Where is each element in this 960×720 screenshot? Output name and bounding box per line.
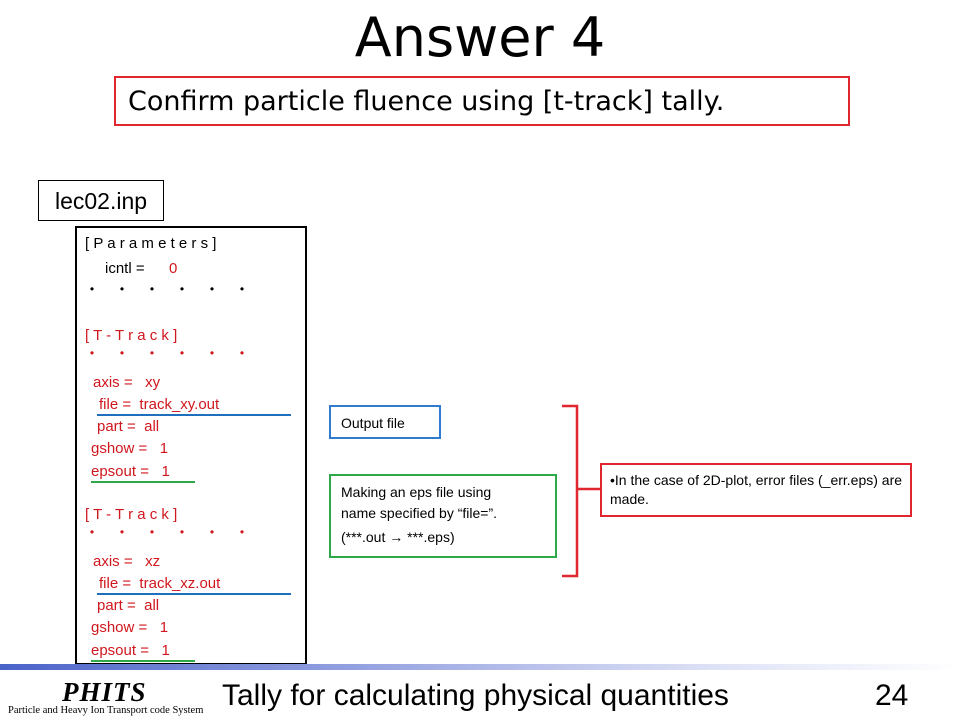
- track2-file-underline: [97, 593, 291, 595]
- track2-file: file = track_xz.out: [99, 575, 221, 592]
- track2-epsout: epsout = 1: [91, 642, 170, 659]
- parameters-header: [ P a r a m e t e r s ]: [85, 235, 217, 252]
- note-text: •In the case of 2D-plot, error files (_err.eps) are made.: [610, 472, 903, 507]
- track1-axis: axis = xy: [93, 374, 161, 391]
- track1-epsout-underline: [91, 481, 195, 483]
- page-number: 24: [875, 679, 909, 712]
- code-box: [75, 226, 307, 665]
- output-file-box: [329, 405, 441, 439]
- track1-part: part = all: [97, 418, 160, 435]
- subtitle: Confirm particle fluence using [t-track] tally.: [128, 86, 725, 117]
- note-box: [600, 463, 912, 517]
- footer-title: Tally for calculating physical quantities: [222, 679, 729, 712]
- track1-header: [ T - T r a c k ]: [85, 327, 178, 344]
- phits-logo: PHITS: [62, 677, 147, 707]
- track1-file: file = track_xy.out: [99, 396, 220, 413]
- dots-2: ・・・・・・: [83, 344, 263, 364]
- dots-3: ・・・・・・: [83, 523, 263, 543]
- eps-line-1: Making an eps file using: [341, 484, 492, 500]
- track1-epsout: epsout = 1: [91, 463, 170, 480]
- footer-divider: [0, 664, 960, 670]
- track2-axis: axis = xz: [93, 553, 161, 570]
- right-bracket-icon: [556, 400, 602, 582]
- phits-logo-subtitle: Particle and Heavy Ion Transport code System: [8, 705, 204, 716]
- eps-line-3: (***.out → ***.eps): [341, 529, 455, 545]
- icntl-key: icntl =: [105, 260, 145, 277]
- track1-gshow: gshow = 1: [91, 440, 169, 457]
- eps-line-2: name specified by “file=”.: [341, 505, 498, 521]
- file-label: lec02.inp: [54, 188, 148, 214]
- track2-part: part = all: [97, 597, 160, 614]
- icntl-value: 0: [169, 260, 178, 277]
- dots-1: ・・・・・・: [83, 280, 263, 300]
- track2-gshow: gshow = 1: [91, 619, 169, 636]
- track2-epsout-underline: [91, 660, 195, 662]
- eps-callout-box: [329, 474, 557, 558]
- eps-callout-text: [341, 482, 551, 548]
- subtitle-box: [114, 76, 850, 126]
- slide-title: Answer 4: [354, 6, 606, 69]
- track2-header: [ T - T r a c k ]: [85, 506, 178, 523]
- track1-file-underline: [97, 414, 291, 416]
- output-file-label: Output file: [341, 415, 405, 431]
- file-label-box: [38, 180, 164, 221]
